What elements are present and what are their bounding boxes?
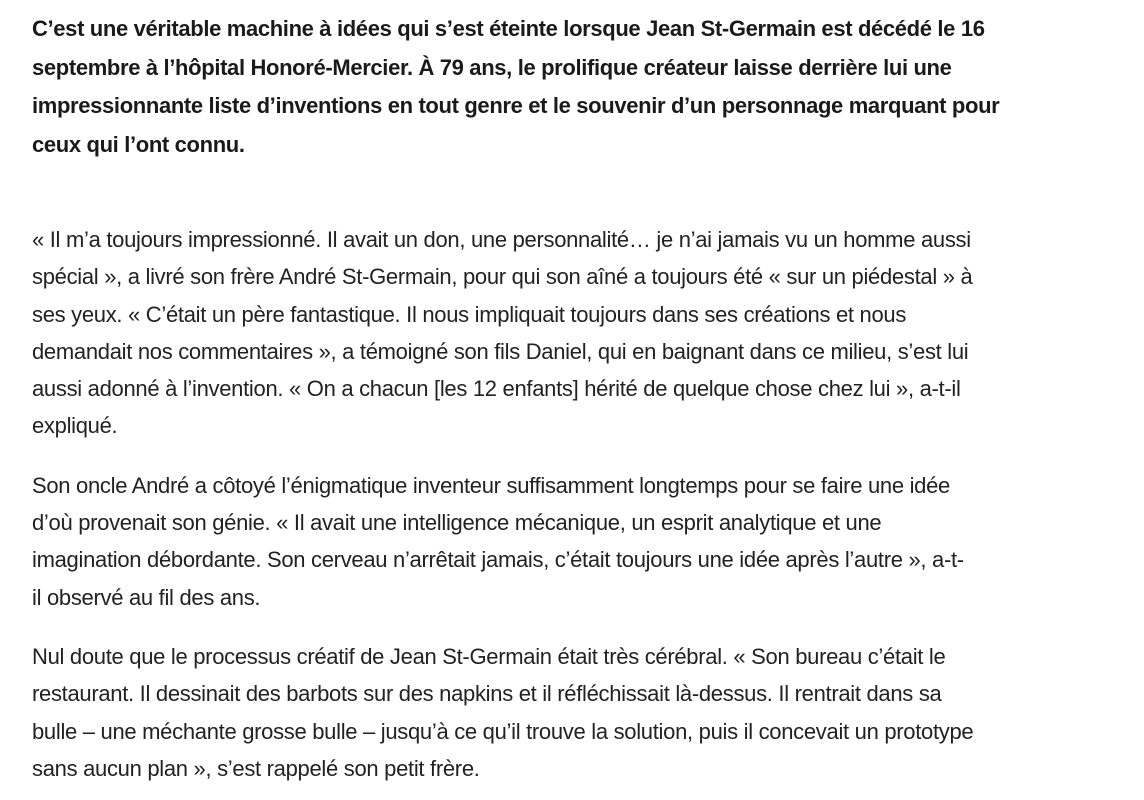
article-lead-paragraph: C’est une véritable machine à idées qui s’est éteinte lorsque Jean St-Germain est décédé le 16 septembre à l’hôpital Honoré-Mercier. À 79 ans, le prolifique créateur laisse derrière lui une impressionnante liste d’inventions en tout genre et le souvenir d’un personnage marquant pour ceux qui l’ont connu. (32, 16, 1000, 157)
article-paragraph-2: Son oncle André a côtoyé l’énigmatique inventeur suffisamment longtemps pour se faire une idée d’où provenait son génie. « Il avait une intelligence mécanique, un esprit analytique et une imagination débordante. Son cerveau n’arrêtait jamais, c’était toujours une idée après l’autre », a-t- il observé au fil des ans. (32, 472, 964, 610)
article-paragraph-3: Nul doute que le processus créatif de Jean St-Germain était très cérébral. « Son bureau c’était le restaurant. Il dessinait des barbots sur des napkins et il réfléchissait là-dessus. Il rentrait dans sa bulle – une méchante grosse bulle – jusqu’à ce qu’il trouve la solution, puis il concevait un prototype sans aucun plan », s’est rappelé son petit frère. (32, 643, 974, 781)
article-paragraph-1: « Il m’a toujours impressionné. Il avait un don, une personnalité… je n’ai jamais vu un homme aussi spécial », a livré son frère André St-Germain, pour qui son aîné a toujours été « sur un piédestal » à ses yeux. « C’était un père fantastique. Il nous impliquait toujours dans ses créations et nous demandait nos commentaires », a témoigné son fils Daniel, qui en baignant dans ce milieu, s’est lui aussi adonné à l’invention. « On a chacun [les 12 enfants] hérité de quelque chose chez lui », a-t-il expliqué. (32, 227, 973, 439)
